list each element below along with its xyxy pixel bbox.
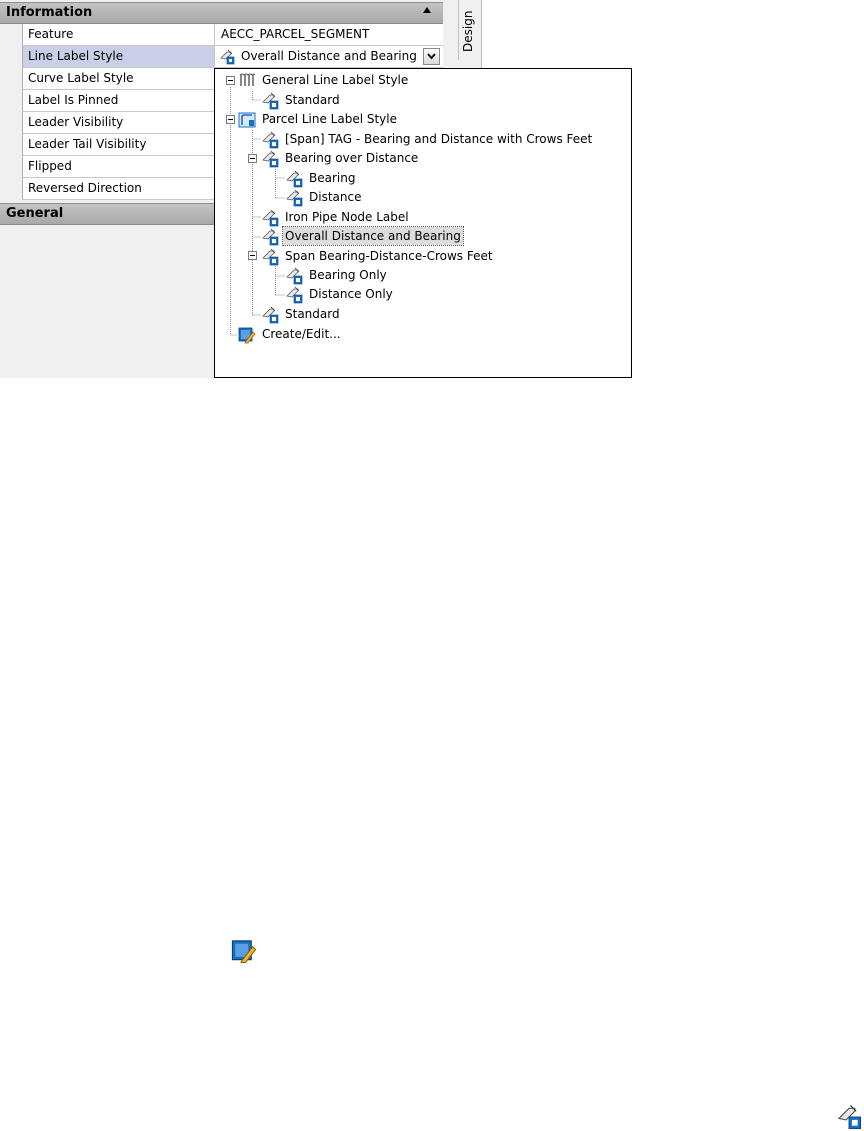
tab-label: Design	[461, 10, 475, 52]
row-gutter	[0, 134, 22, 156]
tree-item-label: Bearing Only	[309, 268, 387, 282]
label-style-icon	[261, 209, 279, 227]
collapse-arrow-icon[interactable]	[423, 7, 431, 13]
label-style-icon	[219, 49, 235, 65]
label-style-icon	[261, 92, 279, 110]
property-value: AECC_PARCEL_SEGMENT	[214, 24, 443, 46]
tree-item-label: Iron Pipe Node Label	[285, 210, 409, 224]
create-edit-icon	[231, 938, 257, 964]
tree-item-label: Distance Only	[309, 287, 393, 301]
label-style-icon	[285, 189, 303, 207]
tree-item-label: Distance	[309, 190, 362, 204]
label-style-icon	[261, 150, 279, 168]
collapse-toggle[interactable]	[226, 115, 235, 124]
dropdown-button[interactable]	[423, 48, 440, 65]
section-title: General	[6, 206, 64, 221]
label-style-icon	[261, 131, 279, 149]
property-name: Line Label Style	[22, 46, 214, 68]
tree-item-label: Bearing over Distance	[285, 151, 419, 165]
property-row-line-label-style[interactable]	[0, 46, 443, 68]
tree-item-label: Span Bearing-Distance-Crows Feet	[285, 249, 493, 263]
property-name: Feature	[22, 24, 214, 46]
chevron-down-icon	[427, 53, 436, 60]
tab-design[interactable]	[458, 0, 480, 60]
row-gutter	[0, 24, 22, 46]
row-gutter	[0, 90, 22, 112]
line-label-style-combo[interactable]	[214, 46, 443, 68]
tree-item-label: General Line Label Style	[262, 73, 409, 87]
tree-item-label: Overall Distance and Bearing	[285, 229, 461, 243]
row-gutter	[0, 112, 22, 134]
label-style-icon	[261, 248, 279, 266]
property-name: Curve Label Style	[22, 68, 214, 90]
parcel-style-icon	[238, 111, 256, 129]
row-gutter	[0, 178, 22, 200]
tree-item-label: Standard	[285, 93, 340, 107]
label-style-icon	[285, 286, 303, 304]
collapse-toggle[interactable]	[248, 154, 257, 163]
label-style-icon	[836, 1104, 862, 1130]
row-gutter	[0, 46, 22, 68]
create-edit-icon	[238, 326, 256, 344]
tree-item-label: Bearing	[309, 171, 356, 185]
label-style-icon	[261, 228, 279, 246]
tree-item-label: Parcel Line Label Style	[262, 112, 397, 126]
property-name: Reversed Direction	[22, 178, 214, 200]
property-name: Leader Tail Visibility	[22, 134, 214, 156]
property-name: Leader Visibility	[22, 112, 214, 134]
property-name: Label Is Pinned	[22, 90, 214, 112]
row-gutter	[0, 68, 22, 90]
label-style-icon	[285, 267, 303, 285]
combo-selected-value: Overall Distance and Bearing	[241, 49, 417, 63]
property-name: Flipped	[22, 156, 214, 178]
row-gutter	[0, 156, 22, 178]
style-dropdown-tree	[214, 68, 632, 378]
label-style-icon	[285, 170, 303, 188]
label-style-icon	[261, 306, 279, 324]
tree-item-label: [Span] TAG - Bearing and Distance with Crows Feet	[285, 132, 593, 146]
property-row-feature[interactable]	[0, 24, 443, 46]
section-header-information[interactable]	[0, 2, 443, 24]
collapse-toggle[interactable]	[248, 251, 257, 260]
tree-item-label: Standard	[285, 307, 340, 321]
section-title: Information	[6, 5, 93, 20]
collapse-toggle[interactable]	[226, 76, 235, 85]
label-style-collection-icon	[238, 72, 256, 90]
tree-item-label: Create/Edit...	[262, 327, 341, 341]
